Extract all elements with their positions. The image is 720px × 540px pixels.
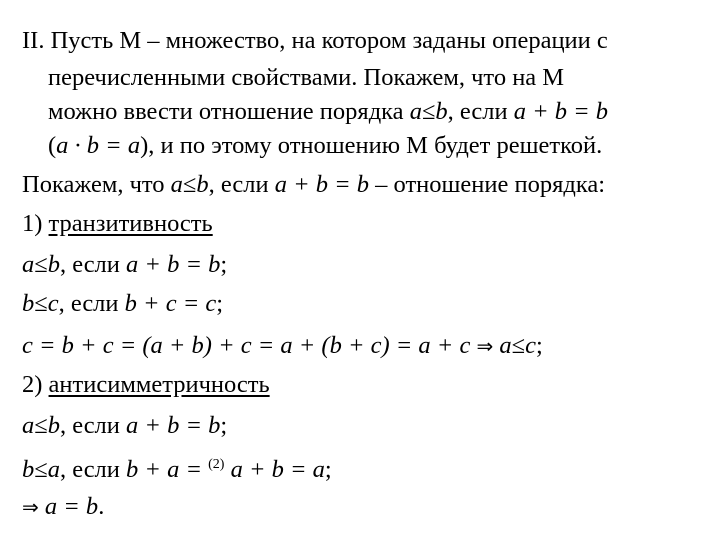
leq-symbol: ≤: [511, 332, 526, 359]
var: a: [22, 251, 35, 278]
var: b: [47, 412, 60, 439]
text: можно ввести отношение порядка: [48, 98, 410, 125]
text: .: [98, 493, 105, 520]
text-line-3: [48, 97, 608, 127]
formula: c = b + c = (a + b) + c = a + (b + c) = a + c: [22, 332, 477, 359]
var: c: [47, 290, 59, 317]
implies-arrow-icon: ⇒: [476, 334, 494, 358]
formula: b + c = c: [124, 290, 217, 317]
section-number: 1): [22, 210, 49, 237]
var: b: [47, 251, 60, 278]
text-line-2: перечисленными свойствами. Покажем, что на М: [48, 64, 565, 91]
leq-symbol: ≤: [34, 456, 48, 483]
text-line-8: [22, 289, 223, 319]
leq-symbol: ≤: [34, 251, 48, 278]
text-line-11: [22, 411, 227, 441]
section-title: транзитивность: [48, 210, 213, 237]
text: ;: [220, 412, 228, 439]
text: , если: [447, 98, 514, 125]
leq-symbol: ≤: [34, 412, 48, 439]
text: ;: [216, 290, 224, 317]
text: , если: [208, 171, 275, 198]
formula: a + b = b: [274, 171, 370, 198]
var: a: [493, 332, 512, 359]
formula: b + a =: [126, 456, 209, 483]
text-line-12: [22, 450, 332, 485]
leq-symbol: ≤: [182, 171, 197, 198]
formula: a · b = a: [56, 132, 141, 159]
text: – отношение порядка:: [369, 171, 606, 198]
var: b: [22, 290, 35, 317]
section-number: 2): [22, 371, 49, 398]
formula: a = b: [38, 493, 99, 520]
leq-symbol: ≤: [34, 290, 48, 317]
var: a: [170, 171, 183, 198]
var: a: [47, 456, 60, 483]
implies-arrow-icon: ⇒: [22, 495, 39, 519]
text: ;: [535, 332, 543, 359]
text: , если: [59, 456, 127, 483]
var: c: [525, 332, 536, 359]
text-line-13: [22, 492, 104, 522]
leq-symbol: ≤: [421, 98, 436, 125]
text: , если: [59, 251, 127, 278]
var: b: [196, 171, 209, 198]
text-line-7: [22, 250, 227, 280]
var: a: [22, 412, 35, 439]
text: , если: [59, 412, 127, 439]
formula: a + b = b: [126, 412, 221, 439]
var: a: [409, 98, 422, 125]
formula: a + b = a: [224, 456, 325, 483]
text-line-4: [48, 131, 602, 161]
text: ;: [220, 251, 228, 278]
text: , если: [58, 290, 125, 317]
text: (: [48, 132, 57, 159]
formula: a + b = b: [513, 98, 609, 125]
section-title: антисимметричность: [48, 371, 270, 398]
section-heading-transitivity: [22, 209, 213, 239]
reference-superscript: (2): [208, 457, 225, 472]
var: b: [22, 456, 35, 483]
section-heading-antisymmetry: [22, 370, 270, 400]
text-line-1: II. Пусть М – множество, на котором заданы операции с: [22, 27, 608, 54]
text-line-5: [22, 170, 605, 200]
text: Покажем, что: [22, 171, 171, 198]
text: ;: [324, 456, 332, 483]
text-line-9: [22, 331, 543, 361]
formula: a + b = b: [126, 251, 221, 278]
var: b: [435, 98, 448, 125]
text: ), и по этому отношению М будет решеткой.: [140, 132, 603, 159]
